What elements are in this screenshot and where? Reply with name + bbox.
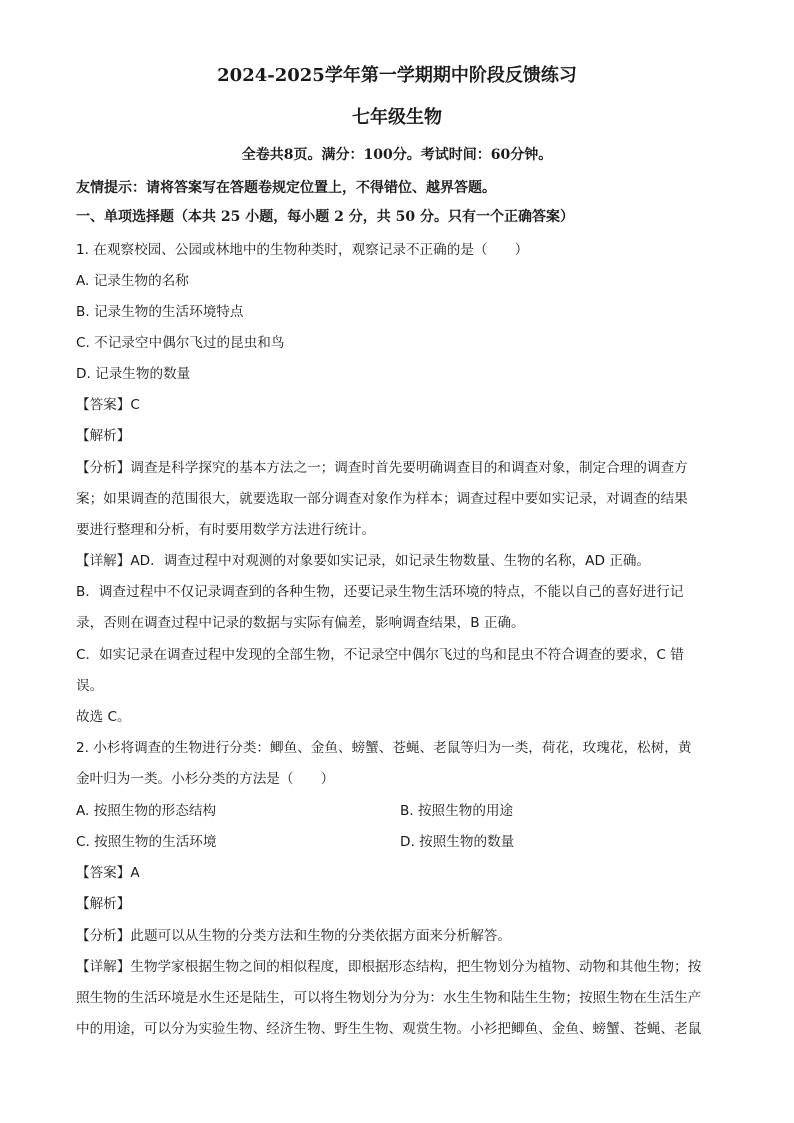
question-1-analysis-heading: 【解析】 [76, 428, 131, 444]
question-2-analysis-heading: 【解析】 [76, 896, 131, 912]
question-2-option-b: B. 按照生物的用途 [400, 803, 514, 819]
section-heading: 一、单项选择题（本共 25 小题，每小题 2 分，共 50 分。只有一个正确答案） [76, 209, 574, 225]
question-2-analysis-line: 中的用途，可以分为实验生物、经济生物、野生生物、观赏生物。小衫把鲫鱼、金鱼、螃蟹、苍蝇、老鼠 [76, 1021, 702, 1037]
question-1-analysis-line: 案；如果调查的范围很大，就要选取一部分调查对象作为样本；调查过程中要如实记录，对调查的结果 [76, 491, 688, 507]
question-1-analysis-line: 故选 C。 [76, 709, 131, 725]
question-2-option-d: D. 按照生物的数量 [400, 834, 515, 850]
question-2-answer: 【答案】A [76, 865, 140, 881]
question-2-analysis-line: 照生物的生活环境是水生还是陆生，可以将生物划分为分为：水生生物和陆生生物；按照生物在生活生产 [76, 990, 702, 1006]
question-1-option-c: C. 不记录空中偶尔飞过的昆虫和鸟 [76, 335, 285, 351]
question-2-option-c: C. 按照生物的生活环境 [76, 834, 217, 850]
exam-subtitle: 七年级生物 [352, 107, 442, 128]
question-1-analysis-line: 【分析】调查是科学探究的基本方法之一；调查时首先要明确调查目的和调查对象，制定合理的调查方 [76, 460, 688, 476]
exam-tip: 友情提示：请将答案写在答题卷规定位置上，不得错位、越界答题。 [76, 180, 496, 196]
question-2-analysis-line: 【详解】生物学家根据生物之间的相似程度，即根据形态结构，把生物划分为植物、动物和其他生物；按 [76, 959, 702, 975]
exam-title: 2024-2025学年第一学期期中阶段反馈练习 [217, 65, 577, 86]
question-1-option-a: A. 记录生物的名称 [76, 273, 189, 289]
question-1-stem: 1. 在观察校园、公园或林地中的生物种类时，观察记录不正确的是（ ） [76, 242, 529, 258]
question-1-option-b: B. 记录生物的生活环境特点 [76, 304, 244, 320]
question-1-analysis-line: B．调查过程中不仅记录调查到的各种生物，还要记录生物生活环境的特点，不能以自己的喜好进行记 [76, 584, 684, 600]
question-2-stem-line: 金叶归为一类。小杉分类的方法是（ ） [76, 771, 335, 787]
question-1-analysis-line: 要进行整理和分析，有时要用数学方法进行统计。 [76, 522, 376, 538]
question-1-analysis-line: 录，否则在调查过程中记录的数据与实际有偏差，影响调查结果，B 正确。 [76, 615, 525, 631]
question-1-option-d: D. 记录生物的数量 [76, 366, 191, 382]
exam-info: 全卷共8页。满分：100分。考试时间：60分钟。 [241, 147, 553, 163]
question-2-analysis-line: 【分析】此题可以从生物的分类方法和生物的分类依据方面来分析解答。 [76, 928, 511, 944]
question-1-analysis-line: C．如实记录在调查过程中发现的全部生物，不记录空中偶尔飞过的鸟和昆虫不符合调查的要求，C 错 [76, 647, 684, 663]
question-2-stem-line: 2. 小杉将调查的生物进行分类：鲫鱼、金鱼、螃蟹、苍蝇、老鼠等归为一类，荷花，玫瑰花，松树，黄 [76, 740, 692, 756]
question-2-option-a: A. 按照生物的形态结构 [76, 803, 217, 819]
question-1-analysis-line: 误。 [76, 678, 104, 694]
question-1-analysis-line: 【详解】AD．调查过程中对观测的对象要如实记录，如记录生物数量、生物的名称，AD 正确。 [76, 553, 651, 569]
question-1-answer: 【答案】C [76, 397, 140, 413]
